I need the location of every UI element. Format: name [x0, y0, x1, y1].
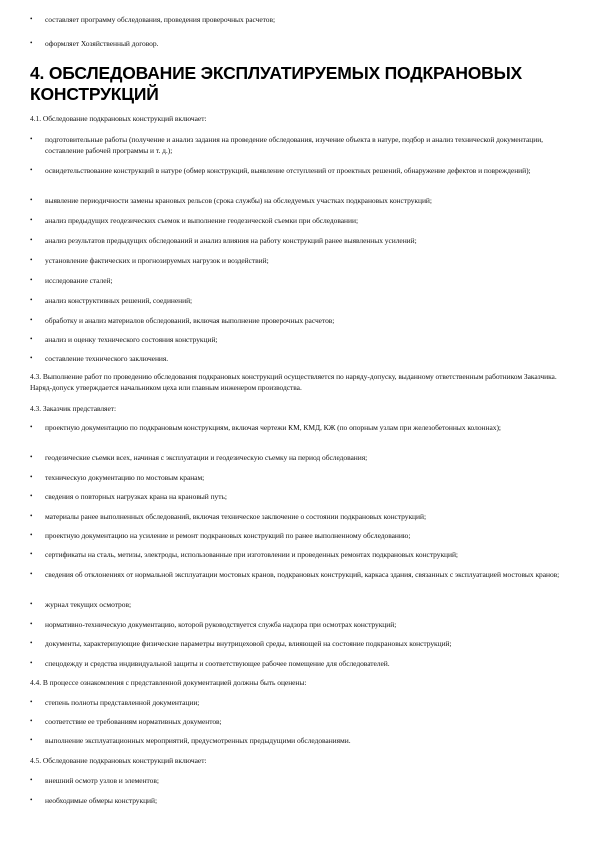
bullet-item [30, 735, 575, 746]
bullet-item [30, 638, 575, 649]
bullet-marker: • [30, 531, 33, 539]
bullet-item [30, 275, 575, 286]
bullet-text: степень полноты представленной документации; [45, 698, 200, 707]
bullet-text: составление технического заключения. [45, 354, 169, 363]
bullet-marker: • [30, 296, 33, 304]
bullet-item [30, 235, 575, 246]
bullet-text: спецодежду и средства индивидуальной защиты и соответствующее рабочее помещение для обследователей. [45, 659, 390, 668]
bullet-item [30, 255, 575, 266]
bullet-text: внешний осмотр узлов и элементов; [45, 776, 159, 785]
bullet-marker: • [30, 236, 33, 244]
bullet-text: сведения об отклонениях от нормальной эксплуатации мостовых кранов, подкрановых конструкций, каркаса здания, связанных с эксплуатацией мостовых кранов; [45, 570, 560, 579]
bullet-marker: • [30, 620, 33, 628]
bullet-text: анализ результатов предыдущих обследований и анализ влияния на работу конструкций ранее выявленных усилений; [45, 236, 417, 245]
bullet-item [30, 472, 575, 483]
bullet-marker: • [30, 473, 33, 481]
bullet-item [30, 14, 575, 25]
bullet-marker: • [30, 335, 33, 343]
bullet-marker: • [30, 135, 33, 143]
bullet-item [30, 295, 575, 306]
bullet-text: геодезические съемки всех, начиная с эксплуатации и геодезическую съемку на период обследования; [45, 453, 368, 462]
bullet-item [30, 775, 575, 786]
bullet-text: установление фактических и прогнозируемых нагрузок и воздействий; [45, 256, 269, 265]
bullet-marker: • [30, 717, 33, 725]
bullet-text: проектную документацию на усиление и ремонт подкрановых конструкций по ранее выполненному обследованию; [45, 531, 411, 540]
bullet-item [30, 697, 575, 708]
section-heading: 4. ОБСЛЕДОВАНИЕ ЭКСПЛУАТИРУЕМЫХ ПОДКРАНОВЫХ КОНСТРУКЦИЙ [30, 63, 523, 104]
bullet-text: выполнение эксплуатационных мероприятий, предусмотренных предыдущими обследованиями. [45, 736, 351, 745]
bullet-marker: • [30, 256, 33, 264]
bullet-marker: • [30, 216, 33, 224]
bullet-item [30, 795, 575, 806]
bullet-text: необходимые обмеры конструкций; [45, 796, 158, 805]
bullet-item [30, 599, 575, 610]
bullet-item [30, 315, 575, 326]
bullet-item [30, 353, 575, 364]
bullet-marker: • [30, 698, 33, 706]
bullet-marker: • [30, 570, 33, 578]
bullet-marker: • [30, 776, 33, 784]
bullet-marker: • [30, 423, 33, 431]
bullet-text: проектную документацию по подкрановым конструкциям, включая чертежи КМ, КМД, КЖ (по опорным узлам при железобетонных колоннах); [45, 423, 501, 432]
bullet-text: оформляет Хозяйственный договор. [45, 39, 159, 48]
bullet-marker: • [30, 600, 33, 608]
bullet-item [30, 165, 575, 176]
bullet-item [30, 658, 575, 669]
bullet-text: подготовительные работы (получение и анализ задания на проведение обследования, изучение объекта в натуре, подбор и анализ технической документации, составление рабочей программы и т. д.); [45, 135, 543, 155]
bullet-text: анализ и оценку технического состояния конструкций; [45, 335, 218, 344]
bullet-marker: • [30, 453, 33, 461]
paragraph-4-3-customer: 4.3. Заказчик представляет: [30, 404, 116, 413]
bullet-text: обработку и анализ материалов обследований, включая выполнение проверочных расчетов; [45, 316, 335, 325]
bullet-text: сведения о повторных нагрузках крана на крановый путь; [45, 492, 227, 501]
paragraph-4-3-permit: 4.3. Выполнение работ по проведению обследования подкрановых конструкций осуществляется по наряду-допуску, выданному ответственным работником Заказчика. Наряд-допуск утверждается начальником цеха или главным инженером производства. [30, 372, 557, 392]
bullet-item [30, 716, 575, 727]
bullet-text: составляет программу обследования, проведения проверочных расчетов; [45, 15, 276, 24]
bullet-marker: • [30, 512, 33, 520]
bullet-marker: • [30, 39, 33, 47]
paragraph-4-5: 4.5. Обследование подкрановых конструкций включает: [30, 756, 207, 765]
bullet-text: материалы ранее выполненных обследований, включая техническое заключение о состоянии подкрановых конструкций; [45, 512, 426, 521]
bullet-marker: • [30, 196, 33, 204]
bullet-text: нормативно-техническую документацию, которой руководствуется служба надзора при осмотрах конструкций; [45, 620, 397, 629]
bullet-marker: • [30, 492, 33, 500]
bullet-text: документы, характеризующие физические параметры внутрицеховой среды, влияющей на состояние подкрановых конструкций; [45, 639, 452, 648]
bullet-text: соответствие ее требованиям нормативных документов; [45, 717, 222, 726]
bullet-text: выявление периодичности замены крановых рельсов (срока службы) на обследуемых участках подкрановых конструкций; [45, 196, 432, 205]
bullet-marker: • [30, 736, 33, 744]
bullet-item [30, 215, 575, 226]
bullet-item [30, 511, 575, 522]
bullet-text: анализ конструктивных решений, соединений; [45, 296, 193, 305]
bullet-item [30, 619, 575, 630]
bullet-text: журнал текущих осмотров; [45, 600, 131, 609]
bullet-item [30, 195, 575, 206]
bullet-marker: • [30, 166, 33, 174]
bullet-item [30, 491, 575, 502]
bullet-marker: • [30, 639, 33, 647]
bullet-item [30, 452, 575, 463]
bullet-marker: • [30, 354, 33, 362]
bullet-item [30, 422, 575, 433]
bullet-item [30, 334, 575, 345]
bullet-item [30, 38, 575, 49]
bullet-text: исследование сталей; [45, 276, 113, 285]
bullet-text: освидетельствование конструкций в натуре (обмер конструкций, выявление отступлений от проектных решений, обнаружение дефектов и повреждений); [45, 166, 531, 175]
bullet-marker: • [30, 550, 33, 558]
bullet-marker: • [30, 659, 33, 667]
paragraph-4-4: 4.4. В процессе ознакомления с представленной документацией должны быть оценены: [30, 678, 307, 687]
bullet-text: анализ предыдущих геодезических съемок и выполнение геодезической съемки при обследовании; [45, 216, 358, 225]
bullet-text: техническую документацию по мостовым кранам; [45, 473, 205, 482]
bullet-marker: • [30, 15, 33, 23]
bullet-marker: • [30, 316, 33, 324]
bullet-item [30, 134, 575, 156]
bullet-marker: • [30, 276, 33, 284]
paragraph-4-1: 4.1. Обследование подкрановых конструкций включает: [30, 114, 207, 123]
bullet-item [30, 569, 575, 580]
bullet-text: сертификаты на сталь, метизы, электроды, использованные при изготовлении и проведенных ремонтах подкрановых конструкций; [45, 550, 458, 559]
bullet-item [30, 530, 575, 541]
bullet-item [30, 549, 575, 560]
bullet-marker: • [30, 796, 33, 804]
